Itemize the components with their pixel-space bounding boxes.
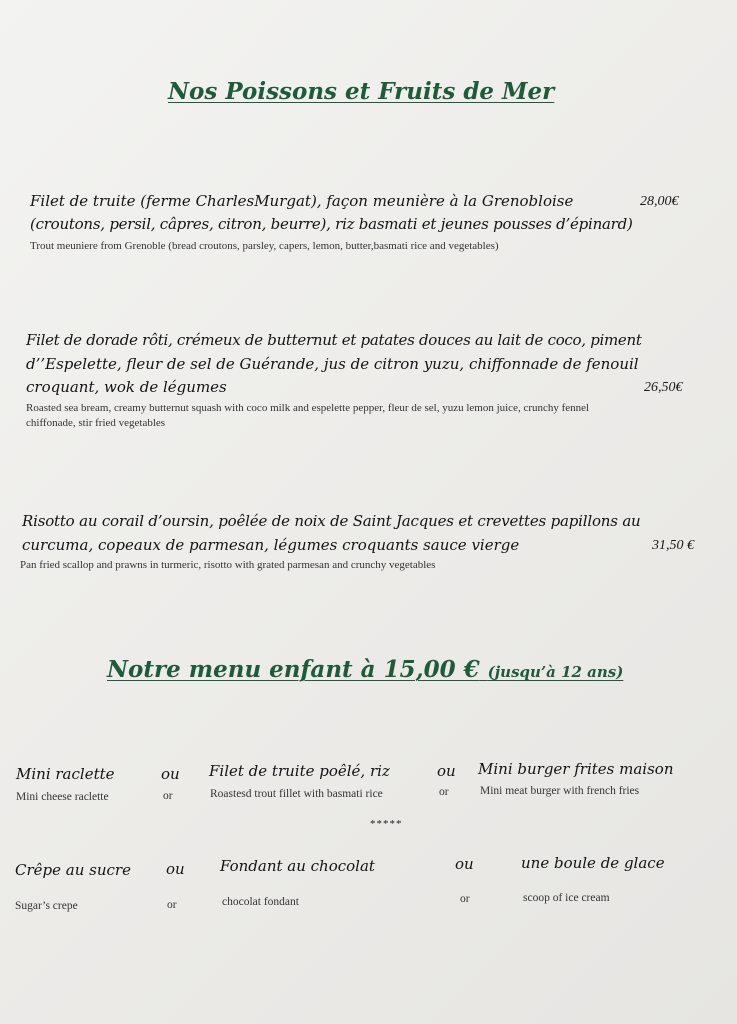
- or-separator-en: or: [439, 786, 449, 798]
- dish-2-english-line2: chiffonade, stir fried vegetables: [26, 417, 166, 429]
- dish-3-english: Pan fried scallop and prawns in turmeric, risotto with grated parmesan and crunchy vegetables: [20, 559, 436, 571]
- kids-main-3-english: Mini meat burger with french fries: [480, 785, 640, 797]
- dish-3-price: 31,50 €: [652, 538, 694, 553]
- kids-main-1: Mini raclette: [16, 765, 115, 783]
- dish-2-price: 26,50€: [644, 380, 683, 395]
- kids-menu-title: [107, 656, 623, 683]
- kids-menu-age-note: (jusqu’à 12 ans): [487, 663, 624, 681]
- dish-2-english-line1: Roasted sea bream, creamy butternut squash with coco milk and espelette pepper, fleur de sel, yuzu lemon juice, crunchy fennel: [26, 402, 590, 414]
- or-separator-fr: ou: [437, 762, 456, 780]
- course-separator: *****: [370, 818, 403, 830]
- kids-dessert-2: Fondant au chocolat: [220, 857, 375, 875]
- dish-1-name-line1: Filet de truite (ferme CharlesMurgat), façon meunière à la Grenobloise: [30, 192, 574, 210]
- dish-3-name-line1: Risotto au corail d’oursin, poêlée de noix de Saint Jacques et crevettes papillons au: [22, 512, 641, 530]
- dish-2-name-line3: croquant, wok de légumes: [26, 378, 227, 396]
- dish-2-name-line2: d’’Espelette, fleur de sel de Guérande, jus de citron yuzu, chiffonnade de fenouil: [26, 355, 639, 373]
- kids-main-1-english: Mini cheese raclette: [16, 791, 109, 803]
- dish-1-price: 28,00€: [640, 194, 679, 209]
- dish-1-english: Trout meuniere from Grenoble (bread croutons, parsley, capers, lemon, butter,basmati rice and vegetables): [30, 240, 499, 252]
- kids-dessert-3-english: scoop of ice cream: [523, 892, 610, 904]
- kids-dessert-2-english: chocolat fondant: [222, 896, 299, 908]
- or-separator-fr: ou: [161, 765, 180, 783]
- kids-main-3: Mini burger frites maison: [478, 760, 674, 778]
- kids-dessert-1-english: Sugar’s crepe: [15, 900, 78, 912]
- kids-menu-title-main: Notre menu enfant à 15,00 €: [107, 656, 480, 683]
- or-separator-en: or: [163, 790, 173, 802]
- kids-main-2: Filet de truite poêlé, riz: [209, 762, 390, 780]
- or-separator-en: or: [167, 899, 177, 911]
- kids-dessert-1: Crêpe au sucre: [15, 861, 131, 879]
- dish-1-name-line2: (croutons, persil, câpres, citron, beurre), riz basmati et jeunes pousses d’épinard): [30, 215, 633, 233]
- or-separator-en: or: [460, 893, 470, 905]
- or-separator-fr: ou: [166, 860, 185, 878]
- fish-section-title: Nos Poissons et Fruits de Mer: [168, 78, 555, 105]
- dish-2-name-line1: Filet de dorade rôti, crémeux de butternut et patates douces au lait de coco, piment: [26, 331, 642, 349]
- kids-dessert-3: une boule de glace: [521, 854, 665, 872]
- or-separator-fr: ou: [455, 855, 474, 873]
- kids-main-2-english: Roastesd trout fillet with basmati rice: [210, 788, 383, 800]
- dish-3-name-line2: curcuma, copeaux de parmesan, légumes croquants sauce vierge: [22, 536, 520, 554]
